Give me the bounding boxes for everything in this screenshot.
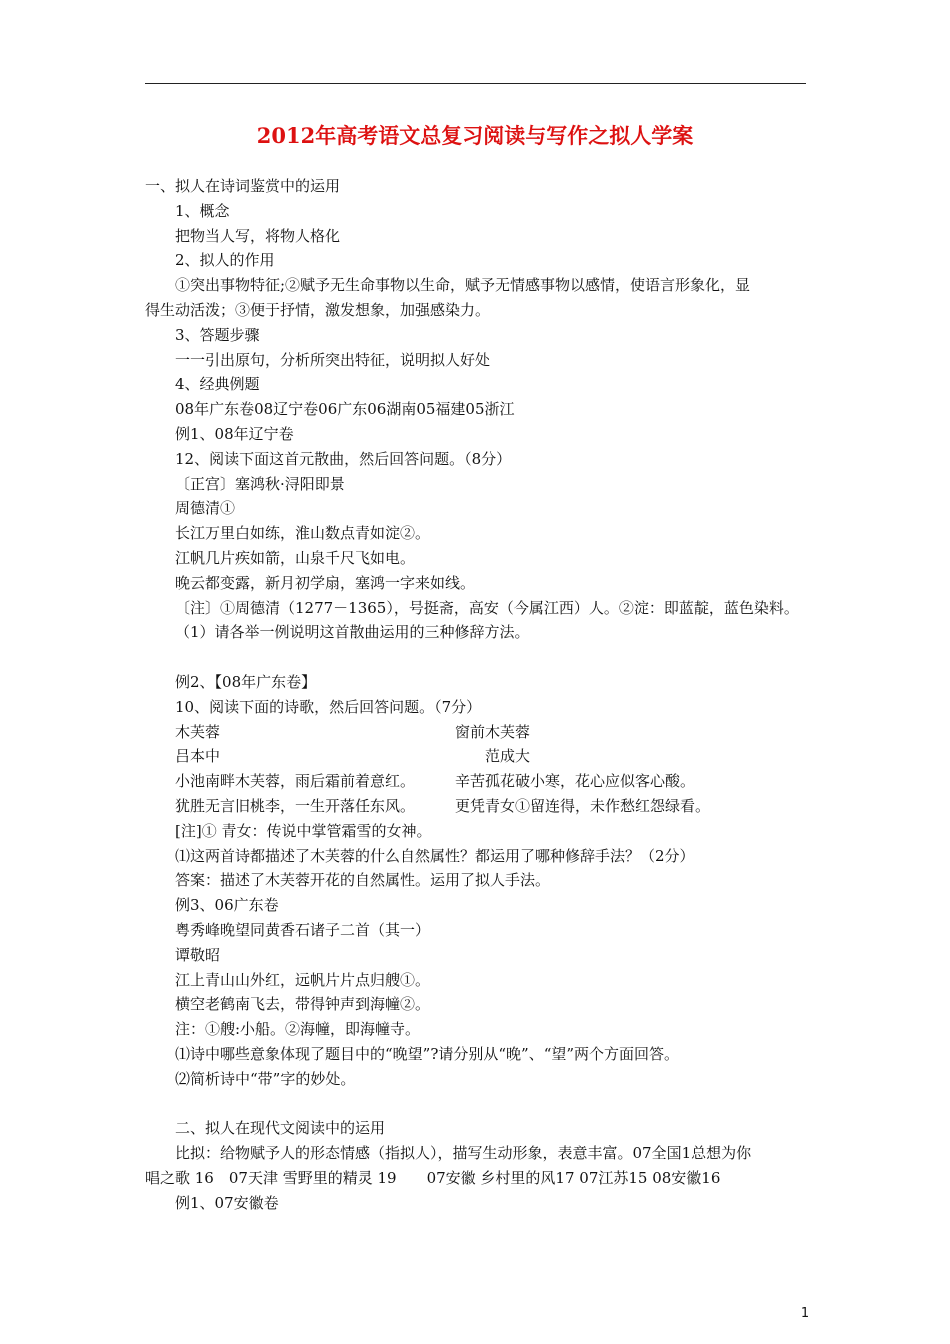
- section-heading: 二、拟人在现代文阅读中的运用: [175, 1119, 386, 1138]
- poem-author: 周德清①: [175, 499, 236, 518]
- answer: 答案：描述了木芙蓉开花的自然属性。运用了拟人手法。: [175, 871, 551, 890]
- paragraph: ①突出事物特征;②赋予无生命事物以生命，赋予无情感事物以感情，使语言形象化，显: [175, 276, 751, 295]
- example-label: 例2、【08年广东卷】: [175, 672, 317, 691]
- example-label: 例1、07安徽卷: [175, 1193, 279, 1212]
- poem-line: 江帆几片疾如箭，山泉千尺飞如电。: [175, 548, 416, 567]
- poem-title: 木芙蓉: [175, 722, 221, 741]
- subheading: 3、答题步骤: [175, 325, 260, 344]
- poem-line: 横空老鹤南飞去，带得钟声到海幢②。: [175, 995, 431, 1014]
- document-title: 2012年高考语文总复习阅读与写作之拟人学案: [256, 123, 694, 148]
- subheading: 4、经典例题: [175, 375, 260, 394]
- paragraph: 比拟：给物赋予人的形态情感（指拟人），描写生动形象，表意丰富。07全国1总想为你: [175, 1144, 752, 1163]
- note: 注：①艘:小船。②海幢，即海幢寺。: [175, 1020, 421, 1039]
- poem-author: 吕本中: [175, 747, 221, 766]
- subheading: 2、拟人的作用: [175, 251, 275, 270]
- question: 10、阅读下面的诗歌，然后回答问题。（7分）: [175, 697, 482, 716]
- poem-line: 晚云都变露，新月初学扇，塞鸿一字来如线。: [175, 573, 476, 592]
- poem-lines-row: [145, 794, 811, 819]
- poem-line: 江上青山山外红，远帆片片点归艘①。: [175, 970, 431, 989]
- sub-question: （1）请各举一例说明这首散曲运用的三种修辞方法。: [175, 623, 530, 642]
- example-label: 例1、08年辽宁卷: [175, 424, 294, 443]
- subheading: 1、概念: [175, 201, 230, 220]
- sub-question: ⑴诗中哪些意象体现了题目中的“晚望”?请分别从“晚”、“望”两个方面回答。: [175, 1044, 680, 1063]
- question: 12、阅读下面这首元散曲，然后回答问题。（8分）: [175, 449, 512, 468]
- poem-authors-row: [145, 744, 811, 769]
- poem-line: 长江万里白如练，淮山数点青如淀②。: [175, 524, 431, 543]
- paragraph: 把物当人写，将物人格化: [175, 226, 341, 245]
- poem-author: 范成大: [485, 747, 531, 766]
- section-heading: 一、拟人在诗词鉴赏中的运用: [145, 177, 341, 195]
- header-rule: [145, 83, 806, 84]
- sub-question: ⑵简析诗中“带”字的妙处。: [175, 1069, 356, 1088]
- poem-line: 犹胜无言旧桃李，一生开落任东风。: [175, 796, 416, 815]
- poem-title: 〔正宫〕塞鸿秋·浔阳即景: [175, 474, 345, 493]
- poem-line: 辛苦孤花破小寒，花心应似客心酸。: [455, 772, 696, 791]
- sub-question: ⑴这两首诗都描述了木芙蓉的什么自然属性？都运用了哪种修辞手法？（2分）: [175, 846, 695, 865]
- poem-title: 窗前木芙蓉: [455, 722, 531, 741]
- page-number: 1: [800, 1306, 810, 1321]
- paragraph: 一一引出原句，分析所突出特征，说明拟人好处: [175, 350, 491, 369]
- poem-title: 粤秀峰晚望同黄香石诸子二首（其一）: [175, 920, 431, 939]
- document-body: [145, 174, 811, 1215]
- note: 〔注〕①周德清（1277－1365），号挺斋，高安（今属江西）人。②淀：即蓝靛，蓝色染料。: [175, 598, 799, 617]
- note: [注]① 青女：传说中掌管霜雪的女神。: [175, 821, 432, 840]
- poem-author: 谭敬昭: [175, 945, 221, 964]
- paragraph: 08年广东卷08辽宁卷06广东06湖南05福建05浙江: [175, 400, 515, 419]
- paragraph: 得生动活泼；③便于抒情，激发想象，加强感染力。: [145, 300, 491, 319]
- paragraph: 唱之歌 16 07天津 雪野里的精灵 19 07安徽 乡村里的风17 07江苏15 08安徽16: [145, 1168, 721, 1187]
- example-label: 例3、06广东卷: [175, 896, 279, 915]
- poem-line: 小池南畔木芙蓉，雨后霜前着意红。: [175, 772, 416, 791]
- poem-titles-row: [145, 720, 811, 745]
- poem-line: 更凭青女①留连得，未作愁红怨绿看。: [455, 796, 711, 815]
- poem-lines-row: [145, 769, 811, 794]
